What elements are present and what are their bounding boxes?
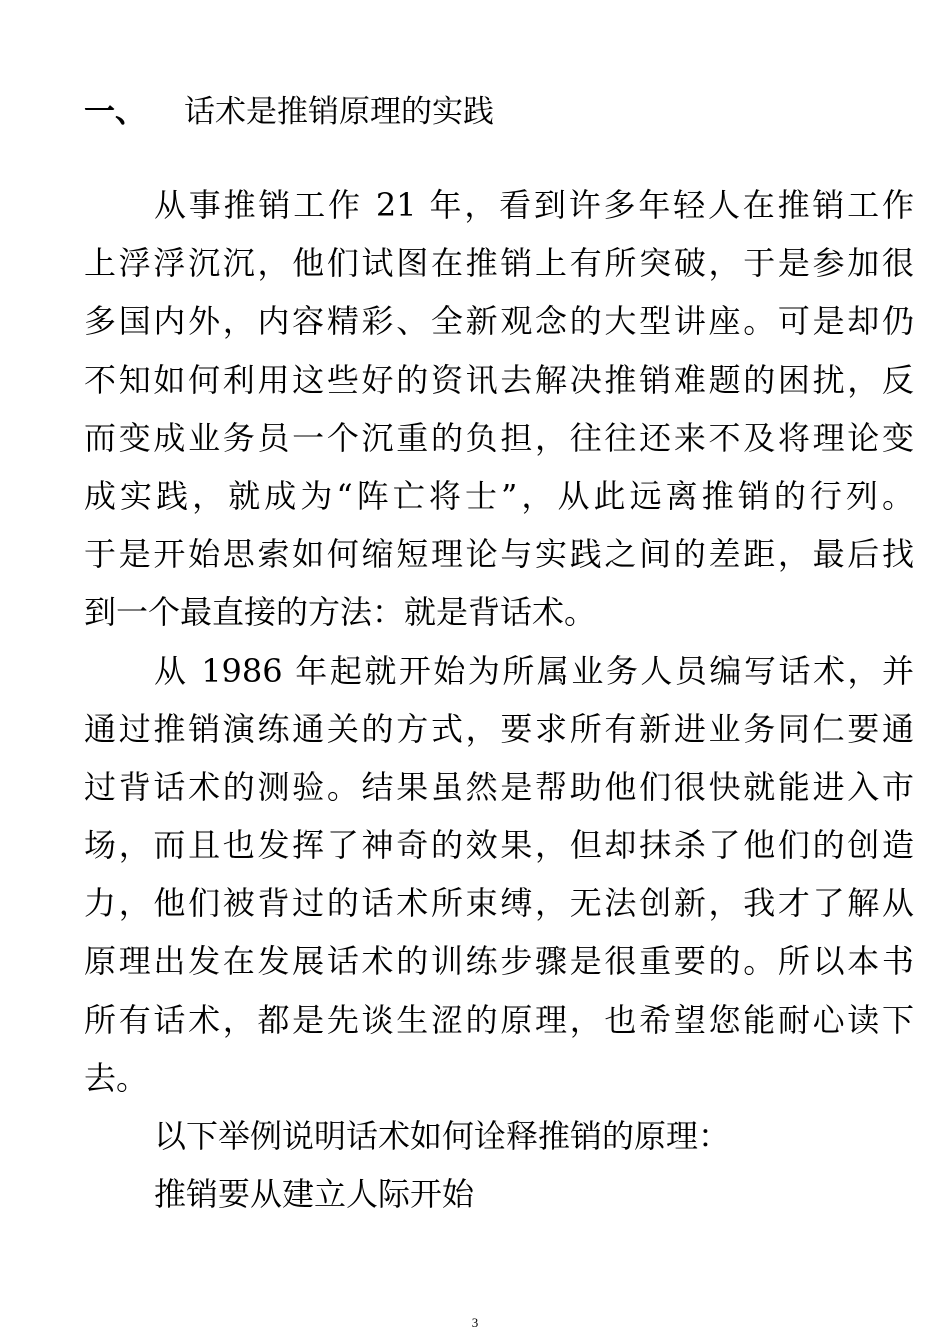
paragraph-2-line-4: 场，而且也发挥了神奇的效果，但却抹杀了他们的创造 xyxy=(84,826,914,865)
section-heading xyxy=(84,86,494,138)
paragraph-2-line-1: 从 1986 年起就开始为所属业务人员编写话术，并 xyxy=(154,651,914,690)
paragraph-2-line-6: 原理出发在发展话术的训练步骤是很重要的。所以本书 xyxy=(84,942,914,981)
paragraph-2-line-2: 通过推销演练通关的方式，要求所有新进业务同仁要通 xyxy=(84,709,914,748)
page-number: 3 xyxy=(471,1315,479,1330)
paragraph-1-line-1: 从事推销工作 21 年，看到许多年轻人在推销工作 xyxy=(154,186,914,224)
paragraph-2-line-5: 力，他们被背过的话术所束缚，无法创新，我才了解从 xyxy=(84,884,914,923)
paragraph-2-line-7: 所有话术，都是先谈生涩的原理，也希望您能耐心读下 xyxy=(84,1000,914,1039)
paragraph-1-line-8: 到一个最直接的方法：就是背话术。 xyxy=(84,593,597,632)
paragraph-1-line-3: 多国内外，内容精彩、全新观念的大型讲座。可是却仍 xyxy=(84,302,914,341)
paragraph-1-line-6: 成实践，就成为“阵亡将士”，从此远离推销的行列。 xyxy=(84,476,914,515)
subheading-line: 推销要从建立人际开始 xyxy=(154,1175,475,1214)
paragraph-2-line-3: 过背话术的测验。结果虽然是帮助他们很快就能进入市 xyxy=(84,767,914,806)
paragraph-2-line-8: 去。 xyxy=(84,1058,149,1097)
paragraph-1-line-2: 上浮浮沉沉，他们试图在推销上有所突破，于是参加很 xyxy=(84,244,914,283)
paragraph-1-line-4: 不知如何利用这些好的资讯去解决推销难题的困扰，反 xyxy=(84,360,914,399)
section-title: 话术是推销原理的实践 xyxy=(184,94,494,130)
section-number: 一、 xyxy=(84,94,146,130)
paragraph-1-line-7: 于是开始思索如何缩短理论与实践之间的差距，最后找 xyxy=(84,535,914,574)
paragraph-1-line-5: 而变成业务员一个沉重的负担，往往还来不及将理论变 xyxy=(84,418,914,457)
body-text xyxy=(84,176,914,1223)
paragraph-3-line-1: 以下举例说明话术如何诠释推销的原理： xyxy=(154,1117,731,1155)
